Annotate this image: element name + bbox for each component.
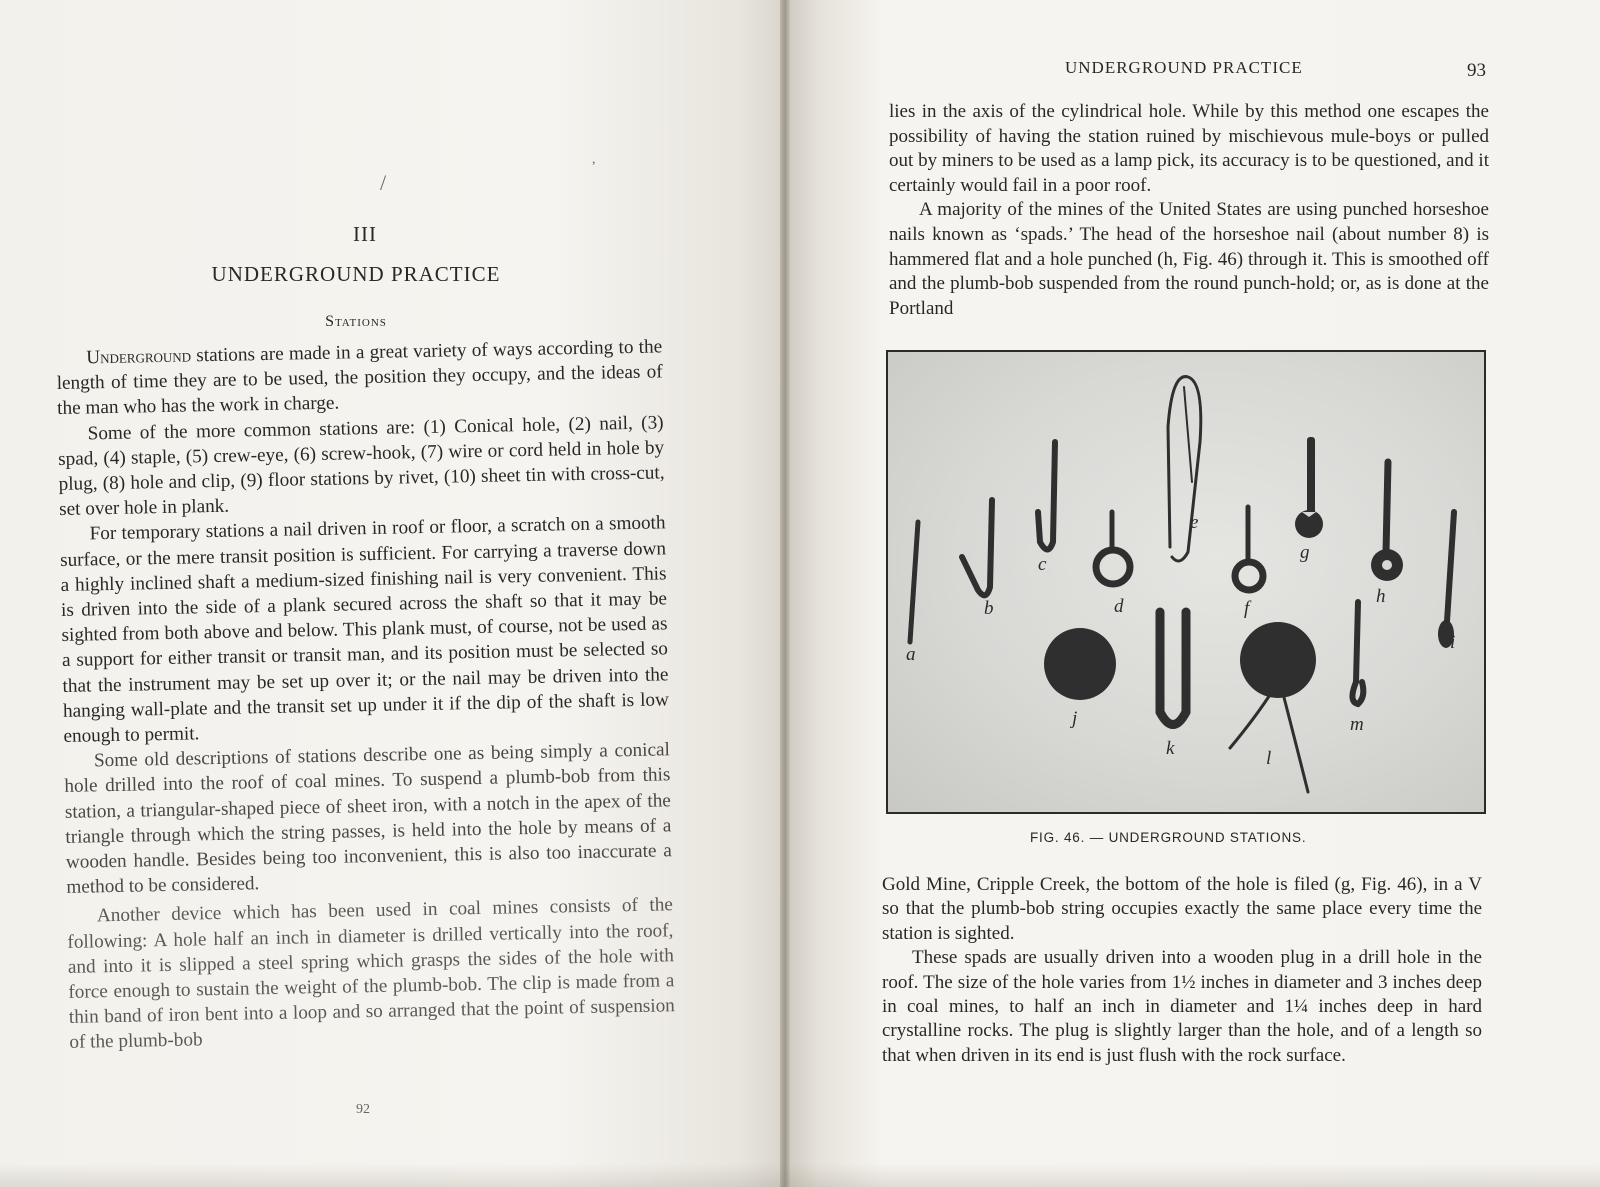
spad-h bbox=[1386, 462, 1388, 552]
book-gutter bbox=[780, 0, 790, 1187]
paragraph-text: stations are made in a great variety of ways according to the length of time they are to be used, the position they occupy, and the ideas of the man who has the work in charge. bbox=[56, 336, 663, 420]
lead-word: Underground bbox=[86, 345, 192, 369]
figure-label-l: l bbox=[1266, 748, 1272, 769]
paragraph: Some of the more common stations are: (1) Conical hole, (2) nail, (3) spad, (4) staple, (5) crew-eye, (6) screw-hook, (7) wire or cord held in hole by plug, (8) hole and clip, (9) floor stations by rivet, (10) sheet tin with cross-cut, set over hole in plank. bbox=[57, 411, 665, 521]
paragraph: For temporary stations a nail driven in roof or floor, a scratch on a smooth surface, or the mere transit position is sufficient. For carrying a traverse down a highly inclined shaft a medium-sized finishing nail is very convenient. This is driven into the side of a plank secured across the shaft so that it may be sighted from both above and below. This plank must, of course, not be used as a support for either transit or transit man, and its position must be selected so that the instrument may be set up over it; or the nail may be driven into the hanging wall-plate and the transit set up under it if the dip of the shaft is low enough to permit. bbox=[59, 512, 670, 747]
chapter-number: III bbox=[353, 222, 377, 246]
hook-m bbox=[1352, 602, 1363, 704]
figure-label-m: m bbox=[1350, 714, 1364, 735]
left-page bbox=[0, 0, 786, 1187]
figure-label-f: f bbox=[1244, 598, 1250, 619]
paragraph bbox=[56, 334, 663, 421]
paragraph: These spads are usually driven into a wooden plug in a drill hole in the roof. The size of the hole varies from 1½ inches in diameter and 3 inches deep in coal mines, to half an inch in diameter and 1¼ inches deep in hard crystalline rocks. The plug is slightly larger than the hole, and of a length so that when driven in its end is just flush with the rock surface. bbox=[882, 947, 1482, 1066]
screw-eye-f-loop bbox=[1235, 562, 1263, 590]
station-hardware-drawing bbox=[888, 352, 1484, 812]
figure-caption: FIG. 46. — UNDERGROUND STATIONS. bbox=[1030, 830, 1307, 845]
page-number: 92 bbox=[356, 1102, 370, 1117]
paragraph: Another device which has been used in coal mines consists of the following: A hole half an inch in diameter is drilled vertically into the roof, and into it is slipped a steel spring which grasps the sides of the hole with force enough to sustain the weight of the plumb-bob. The clip is made from a thin band of iron bent into a loop and so arranged that the point of suspension of the plumb-bob bbox=[67, 894, 675, 1054]
paragraph: A majority of the mines of the United States are using punched horseshoe nails known as ‘spads.’ The head of the horseshoe nail (about number 8) is hammered flat and a hole punched (h, Fig. 46) through it. This is smoothed off and the plumb-bob suspended from the round punch-hold; or, as is done at the Portland bbox=[889, 199, 1489, 319]
figure-label-h: h bbox=[1376, 586, 1386, 607]
right-body-text-top bbox=[889, 100, 1489, 321]
left-body-text bbox=[56, 334, 676, 1055]
figure-label-e: e bbox=[1190, 512, 1199, 533]
ink-speck-icon: , bbox=[592, 152, 596, 167]
screw-eye-d-loop bbox=[1096, 550, 1130, 584]
nail-a bbox=[910, 522, 918, 642]
chapter-title: UNDERGROUND PRACTICE bbox=[211, 262, 501, 286]
figure-label-i: i bbox=[1450, 632, 1456, 653]
disc-j bbox=[1044, 628, 1116, 700]
right-body-text-bottom bbox=[882, 873, 1482, 1068]
figure-label-k: k bbox=[1166, 738, 1175, 759]
running-head: UNDERGROUND PRACTICE bbox=[1065, 58, 1303, 77]
pencil-mark-icon: / bbox=[380, 170, 387, 195]
paragraph: Gold Mine, Cripple Creek, the bottom of the hole is filed (g, Fig. 46), in a V so that the plumb-bob string occupies exactly the same place every time the station is sighted. bbox=[882, 874, 1482, 944]
bent-nail-b bbox=[962, 500, 992, 595]
page-edge-shadow bbox=[0, 1163, 1600, 1187]
figure-label-g: g bbox=[1300, 542, 1310, 563]
nail-i bbox=[1446, 512, 1454, 637]
figure-label-j: j bbox=[1072, 708, 1078, 729]
section-title: Stations bbox=[325, 313, 387, 330]
figure-label-c: c bbox=[1038, 554, 1047, 575]
paragraph: Some old descriptions of stations describe one as being simply a conical hole drilled into the roof of coal mines. To suspend a plumb-bob from this station, a triangular-shaped piece of sheet iron, with a notch in the apex of the triangle through which the string passes, is held into the hole by means of a wooden handle. Besides being too inconvenient, this is also too inaccurate a method to be considered. bbox=[64, 739, 673, 899]
staple-k bbox=[1160, 612, 1186, 725]
figure-label-b: b bbox=[984, 598, 994, 619]
figure-46-illustration bbox=[886, 350, 1486, 814]
paragraph: lies in the axis of the cylindrical hole. While by this method one escapes the possibility of having the station ruined by mischievous mule-boys or pulled out by miners to be used as a lamp pick, its accuracy is to be questioned, and it certainly would fail in a poor roof. bbox=[889, 101, 1489, 196]
figure-label-a: a bbox=[906, 644, 916, 665]
figure-label-d: d bbox=[1114, 596, 1124, 617]
disc-l bbox=[1240, 622, 1316, 698]
wire-loop-e bbox=[1168, 377, 1201, 561]
page-number: 93 bbox=[1467, 60, 1486, 81]
hook-c bbox=[1038, 442, 1055, 550]
